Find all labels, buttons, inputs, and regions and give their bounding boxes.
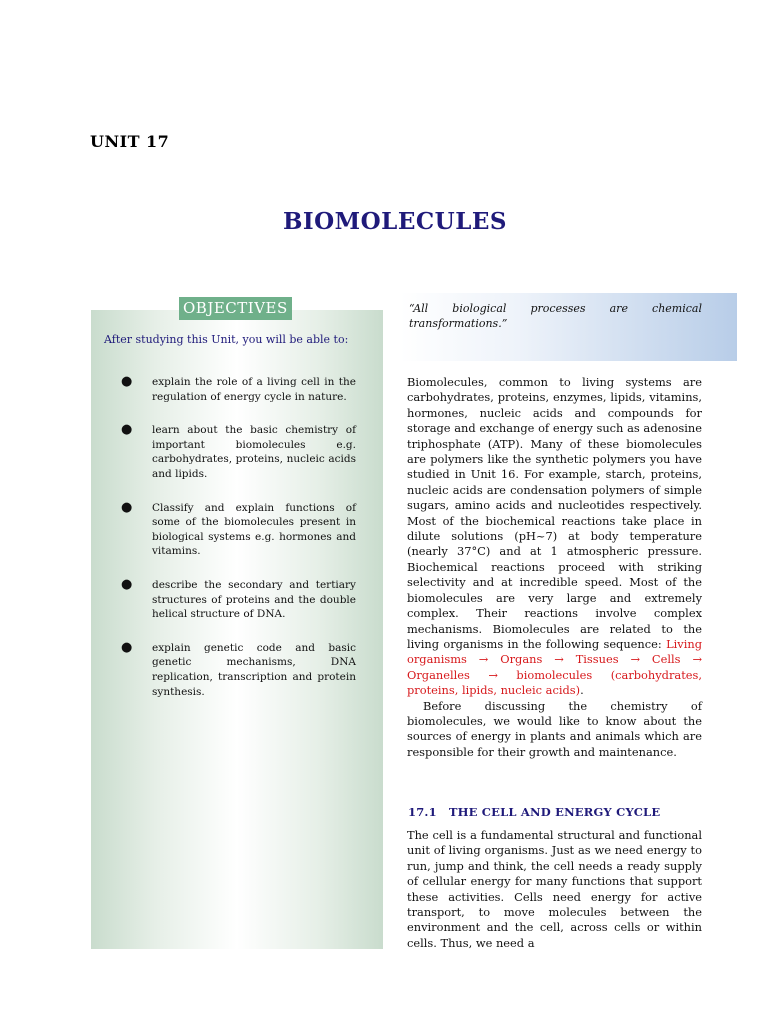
epigraph-quote: “All biological processes are chemical transformations.” — [409, 302, 702, 330]
section-heading — [408, 805, 660, 819]
section-number: 17.1 — [408, 805, 437, 819]
objective-text: learn about the basic chemistry of important biomolecules e.g. carbohydrates, proteins, nucleic acids and lipids. — [152, 424, 356, 480]
objectives-intro: After studying this Unit, you will be able to: — [104, 333, 349, 346]
intro-continuation: Before discussing the chemistry of biomolecules, we would like to know about the sources of energy in plants and animals which are responsible for their growth and maintenance. — [407, 698, 702, 759]
objectives-header: OBJECTIVES — [179, 297, 292, 320]
unit-label: UNIT 17 — [90, 132, 170, 151]
intro-paragraph — [407, 375, 702, 760]
section-paragraph: The cell is a fundamental structural and functional unit of living organisms. Just as we need energy to run, jump and think, the cell needs a ready supply of cellular energy for many functions that support these activities. Cells need energy for active transport, to move molecules between the environment and the cell, across cells or within cells. Thus, we need a — [407, 828, 702, 950]
sequence-period: . — [580, 683, 584, 698]
objective-item — [112, 578, 356, 622]
bullet-icon: ● — [121, 639, 133, 655]
objective-item — [112, 641, 356, 699]
bullet-icon: ● — [121, 499, 133, 515]
organization-sequence: Living organisms → Organs → Tissues → Cells → Organelles → biomolecules (carbohydrates, proteins, lipids, nucleic acids) — [407, 636, 702, 698]
bullet-icon: ● — [121, 576, 133, 592]
objective-text: describe the secondary and tertiary structures of proteins and the double helical structure of DNA. — [152, 578, 356, 621]
objective-item — [112, 423, 356, 481]
objective-item — [112, 501, 356, 559]
bullet-icon: ● — [121, 374, 133, 389]
objective-text: Classify and explain functions of some of the biomolecules present in biological systems e.g. hormones and vitamins. — [152, 501, 356, 558]
objective-text: explain the role of a living cell in the regulation of energy cycle in nature. — [152, 376, 356, 403]
intro-text: Biomolecules, common to living systems are carbohydrates, proteins, enzymes, lipids, vitamins, hormones, nucleic acids and compounds for storage and exchange of energy such as adenosine triphosphate (ATP). Many of these biomolecules are polymers like the synthetic polymers you have studied in Unit 16. For example, starch, proteins, nucleic acids are condensation polymers of simple sugars, amino acids and nucleotides respectively. Most of the biochemical reactions take place in dilute solutions (pH~7) at body temperature (nearly 37°C) and at 1 atmospheric pressure. Biochemical reactions proceed with striking selectivity and at incredible speed. Most of the biomolecules are very large and extremely complex. Their reactions involve complex mechanisms. Biomolecules are related to the living organisms in the following sequence: — [407, 375, 702, 651]
objectives-list — [112, 375, 356, 718]
objective-text: explain genetic code and basic genetic mechanisms, DNA replication, transcription and protein synthesis. — [152, 641, 356, 698]
section-title: THE CELL AND ENERGY CYCLE — [448, 805, 661, 819]
chapter-title: BIOMOLECULES — [282, 208, 508, 235]
bullet-icon: ● — [121, 422, 133, 438]
objective-item — [112, 375, 356, 404]
